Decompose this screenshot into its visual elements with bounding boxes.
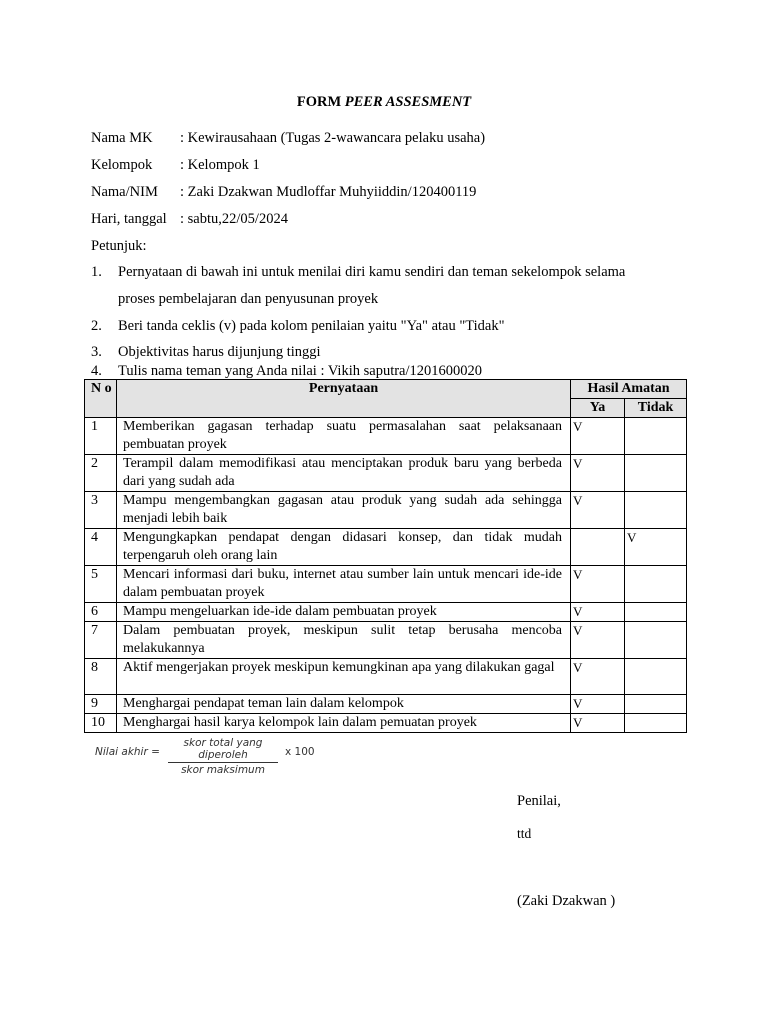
instruction-text: Tulis nama teman yang Anda nilai : Vikih saputra/1201600020 <box>118 363 483 379</box>
row-yes-mark: V <box>571 418 625 455</box>
row-yes-mark: V <box>571 622 625 659</box>
formula-rhs: x 100 <box>285 746 315 758</box>
table-row <box>85 455 687 492</box>
row-yes-mark: V <box>571 492 625 529</box>
info-value-name-nim: : Zaki Dzakwan Mudloffar Muhyiiddin/120400119 <box>180 184 477 200</box>
info-value-date: : sabtu,22/05/2024 <box>180 211 288 227</box>
row-yes-mark: V <box>571 695 625 714</box>
row-statement: Menghargai hasil karya kelompok lain dalam pemuatan proyek <box>117 714 571 733</box>
table-row <box>85 566 687 603</box>
table-row <box>85 622 687 659</box>
row-number: 4 <box>85 529 117 566</box>
instructions-heading: Petunjuk: <box>91 238 147 254</box>
info-label-course: Nama MK <box>91 130 153 146</box>
instruction-number: 4. <box>91 363 102 379</box>
row-statement: Terampil dalam memodifikasi atau menciptakan produk baru yang berbeda dari yang sudah ada <box>117 455 571 492</box>
row-no-mark <box>625 418 687 455</box>
header-yes: Ya <box>571 399 625 418</box>
row-number: 9 <box>85 695 117 714</box>
row-number: 2 <box>85 455 117 492</box>
row-no-mark <box>625 566 687 603</box>
form-title <box>0 94 768 111</box>
header-number: N o <box>85 380 117 418</box>
table-row <box>85 695 687 714</box>
row-number: 7 <box>85 622 117 659</box>
info-label-name-nim: Nama/NIM <box>91 184 158 200</box>
row-statement: Mampu mengeluarkan ide-ide dalam pembuatan proyek <box>117 603 571 622</box>
row-statement: Dalam pembuatan proyek, meskipun sulit tetap berusaha mencoba melakukannya <box>117 622 571 659</box>
assessment-table <box>84 379 687 733</box>
instruction-text-continued: proses pembelajaran dan penyusunan proyek <box>118 291 379 307</box>
form-title-bold: FORM <box>296 94 342 110</box>
row-statement: Mampu mengembangkan gagasan atau produk yang sudah ada sehingga menjadi lebih baik <box>117 492 571 529</box>
header-result: Hasil Amatan <box>571 380 687 399</box>
table-row <box>85 714 687 733</box>
row-statement: Memberikan gagasan terhadap suatu permasalahan saat pelaksanaan pembuatan proyek <box>117 418 571 455</box>
row-statement: Mencari informasi dari buku, internet atau sumber lain untuk mencari ide-ide dalam pembuatan proyek <box>117 566 571 603</box>
form-title-italic: PEER ASSESMENT <box>344 94 472 110</box>
row-statement: Menghargai pendapat teman lain dalam kelompok <box>117 695 571 714</box>
row-no-mark <box>625 492 687 529</box>
row-number: 6 <box>85 603 117 622</box>
row-yes-mark: V <box>571 566 625 603</box>
instruction-number: 1. <box>91 264 102 280</box>
instruction-number: 2. <box>91 318 102 334</box>
row-statement: Mengungkapkan pendapat dengan didasari konsep, dan tidak mudah terpengaruh oleh orang lain <box>117 529 571 566</box>
info-label-group: Kelompok <box>91 157 153 173</box>
row-no-mark <box>625 603 687 622</box>
row-no-mark <box>625 695 687 714</box>
row-yes-mark: V <box>571 603 625 622</box>
table-row <box>85 492 687 529</box>
header-no-answer: Tidak <box>625 399 687 418</box>
row-no-mark: V <box>625 529 687 566</box>
row-number: 5 <box>85 566 117 603</box>
row-yes-mark <box>571 529 625 566</box>
table-row <box>85 529 687 566</box>
row-yes-mark: V <box>571 455 625 492</box>
info-value-group: : Kelompok 1 <box>180 157 260 173</box>
formula-numerator: skor total yang diperoleh <box>168 737 278 763</box>
row-number: 8 <box>85 659 117 695</box>
info-label-date: Hari, tanggal <box>91 211 167 227</box>
table-row <box>85 603 687 622</box>
formula-fraction <box>168 737 278 776</box>
formula-denominator: skor maksimum <box>181 764 265 776</box>
row-yes-mark: V <box>571 659 625 695</box>
signature-ttd: ttd <box>517 826 532 841</box>
row-number: 10 <box>85 714 117 733</box>
row-yes-mark: V <box>571 714 625 733</box>
instruction-number: 3. <box>91 344 102 360</box>
info-value-course: : Kewirausahaan (Tugas 2-wawancara pelaku usaha) <box>180 130 486 146</box>
row-statement: Aktif mengerjakan proyek meskipun kemungkinan apa yang dilakukan gagal <box>117 659 571 695</box>
instruction-text: Pernyataan di bawah ini untuk menilai diri kamu sendiri dan teman sekelompok selama <box>118 264 626 280</box>
signature-label: Penilai, <box>517 793 561 809</box>
table-row <box>85 659 687 695</box>
header-statement: Pernyataan <box>117 380 571 418</box>
table-row <box>85 418 687 455</box>
row-number: 3 <box>85 492 117 529</box>
row-no-mark <box>625 455 687 492</box>
instruction-text: Beri tanda ceklis (v) pada kolom penilaian yaitu "Ya" atau "Tidak" <box>118 318 505 334</box>
row-no-mark <box>625 659 687 695</box>
signature-name: (Zaki Dzakwan ) <box>517 893 616 909</box>
row-number: 1 <box>85 418 117 455</box>
row-no-mark <box>625 714 687 733</box>
instruction-text: Objektivitas harus dijunjung tinggi <box>118 344 321 360</box>
formula-lhs: Nilai akhir = <box>95 746 160 758</box>
row-no-mark <box>625 622 687 659</box>
